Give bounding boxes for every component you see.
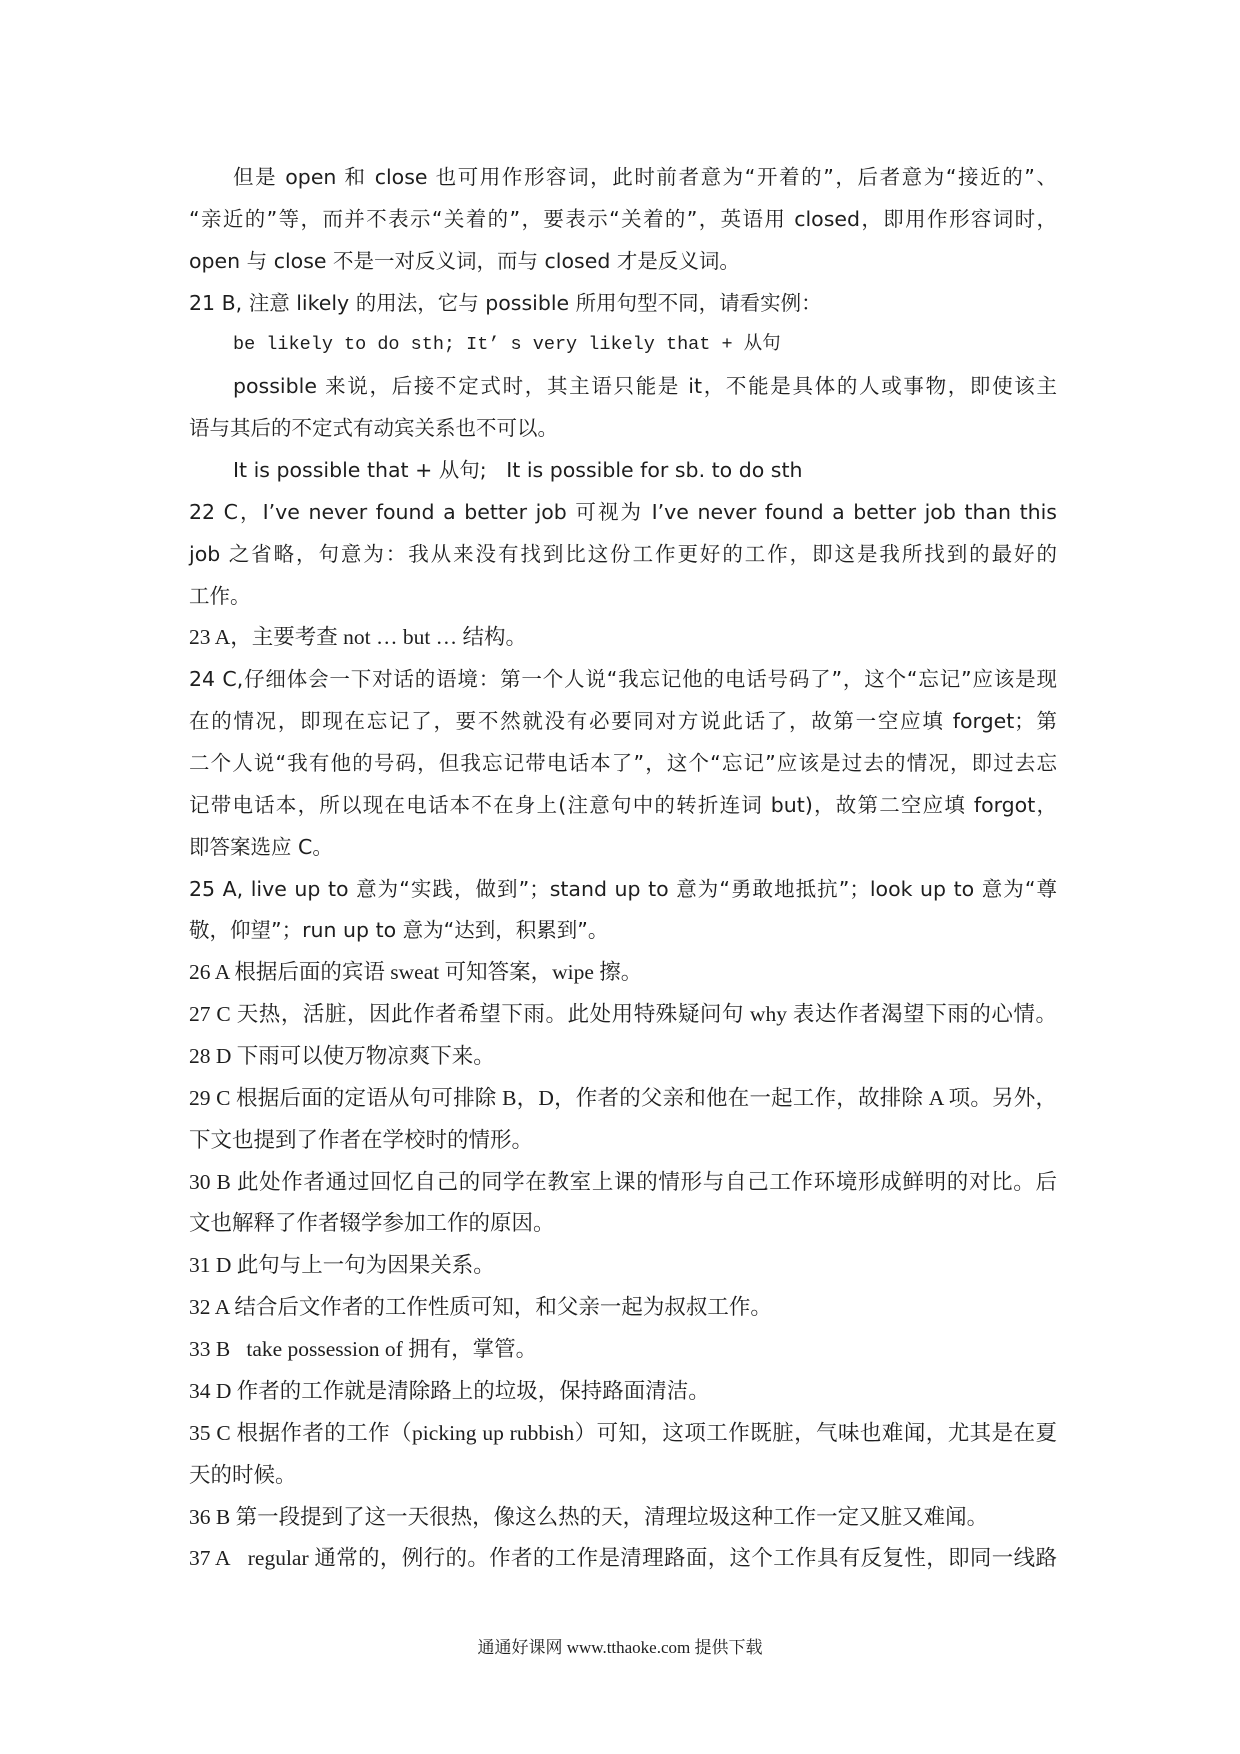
- explanation-line: 29 C 根据后面的定语从句可排除 B，D，作者的父亲和他在一起工作，故排除 A 项。另外，: [189, 1085, 1057, 1110]
- explanation-item-31: [189, 1245, 1057, 1287]
- explanation-item-28: [189, 1036, 1057, 1078]
- explanation-line: 下文也提到了作者在学校时的情形。: [189, 1127, 534, 1152]
- explanation-line: 敬，仰望”；run up to 意为“达到，积累到”。: [189, 918, 609, 943]
- explanation-line: 天的时候。: [189, 1462, 297, 1487]
- example-sentence-line: It is possible that + 从句; It is possible for sb. to do sth: [233, 458, 803, 483]
- explanation-line: 即答案选应 C。: [189, 834, 333, 859]
- explanation-line: 语与其后的不定式有动宾关系也不可以。: [189, 416, 558, 441]
- explanation-line: 30 B 此处作者通过回忆自己的同学在教室上课的情形与自己工作环境形成鲜明的对比。后: [189, 1169, 1057, 1194]
- explanation-line: 在的情况，即现在忘记了，要不然就没有必要同对方说此话了，故第一空应填 forget；第: [189, 709, 1057, 734]
- explanation-line: 36 B 第一段提到了这一天很热，像这么热的天，清理垃圾这种工作一定又脏又难闻。: [189, 1504, 989, 1529]
- explanation-item-35: [189, 1413, 1057, 1497]
- example-sentence-line: be likely to do sth; It’ s very likely that + 从句: [233, 334, 781, 356]
- explanation-line: 记带电话本，所以现在电话本不在身上(注意句中的转折连词 but)，故第二空应填 forgot，: [189, 792, 1057, 817]
- explanation-line: 21 B, 注意 likely 的用法，它与 possible 所用句型不同，请看实例：: [189, 290, 822, 315]
- explanation-item-26: [189, 952, 1057, 994]
- explanation-line: 23 A，主要考查 not … but … 结构。: [189, 625, 528, 650]
- explanation-line: 26 A 根据后面的宾语 sweat 可知答案，wipe 擦。: [189, 960, 643, 985]
- explanation-continued: [189, 157, 1057, 283]
- explanation-item-30: [189, 1162, 1057, 1246]
- explanation-line: 工作。: [189, 583, 251, 608]
- explanation-line: job 之省略，句意为：我从来没有找到比这份工作更好的工作，即这是我所找到的最好的: [189, 541, 1057, 566]
- explanation-line: 31 D 此句与上一句为因果关系。: [189, 1253, 495, 1278]
- explanation-item-37: [189, 1538, 1057, 1580]
- explanation-item-32: [189, 1287, 1057, 1329]
- explanation-line: 33 B take possession of 拥有，掌管。: [189, 1337, 538, 1362]
- explanation-line: open 与 close 不是一对反义词，而与 closed 才是反义词。: [189, 248, 740, 273]
- explanation-line: 37 A regular 通常的，例行的。作者的工作是清理路面，这个工作具有反复性，即同一线路: [189, 1546, 1057, 1571]
- explanation-item-27: [189, 994, 1057, 1036]
- explanation-line: 但是 open 和 close 也可用作形容词，此时前者意为“开着的”，后者意为“接近的”、: [233, 165, 1057, 189]
- explanation-item-22: [189, 492, 1057, 618]
- explanation-item-24: [189, 659, 1057, 868]
- explanation-item-33: [189, 1329, 1057, 1371]
- explanation-item-25: [189, 869, 1057, 953]
- explanation-item-34: [189, 1371, 1057, 1413]
- explanation-line: 25 A, live up to 意为“实践，做到”；stand up to 意为“勇敢地抵抗”；look up to 意为“尊: [189, 876, 1057, 901]
- explanation-item-36: [189, 1497, 1057, 1539]
- explanation-line: 35 C 根据作者的工作（picking up rubbish）可知，这项工作既脏，气味也难闻，尤其是在夏: [189, 1420, 1057, 1445]
- explanation-line: 24 C,仔细体会一下对话的语境：第一个人说“我忘记他的电话号码了”，这个“忘记”应该是现: [189, 667, 1057, 692]
- explanation-line: 27 C 天热，活脏，因此作者希望下雨。此处用特殊疑问句 why 表达作者渴望下雨的心情。: [189, 1002, 1057, 1027]
- footer-download-note: 通通好课网 www.tthaoke.com 提供下载: [477, 1638, 763, 1657]
- explanation-item-29: [189, 1078, 1057, 1162]
- explanation-line: 34 D 作者的工作就是清除路上的垃圾，保持路面清洁。: [189, 1378, 710, 1403]
- explanation-line: 22 C，I’ve never found a better job 可视为 I’ve never found a better job than this: [189, 499, 1057, 524]
- explanation-line: 文也解释了作者辍学参加工作的原因。: [189, 1211, 555, 1236]
- explanation-line: 32 A 结合后文作者的工作性质可知，和父亲一起为叔叔工作。: [189, 1295, 772, 1320]
- explanation-line: 二个人说“我有他的号码，但我忘记带电话本了”，这个“忘记”应该是过去的情况，即过去忘: [189, 751, 1057, 776]
- explanation-line: possible 来说，后接不定式时，其主语只能是 it，不能是具体的人或事物，即使该主: [233, 374, 1057, 399]
- explanation-item-21: [189, 283, 1057, 492]
- explanation-line: “亲近的”等，而并不表示“关着的”，要表示“关着的”，英语用 closed，即用作形容词时，: [189, 206, 1057, 231]
- explanation-line: 28 D 下雨可以使万物凉爽下来。: [189, 1044, 495, 1069]
- document-body: [189, 157, 1057, 1580]
- explanation-item-23: [189, 617, 1057, 659]
